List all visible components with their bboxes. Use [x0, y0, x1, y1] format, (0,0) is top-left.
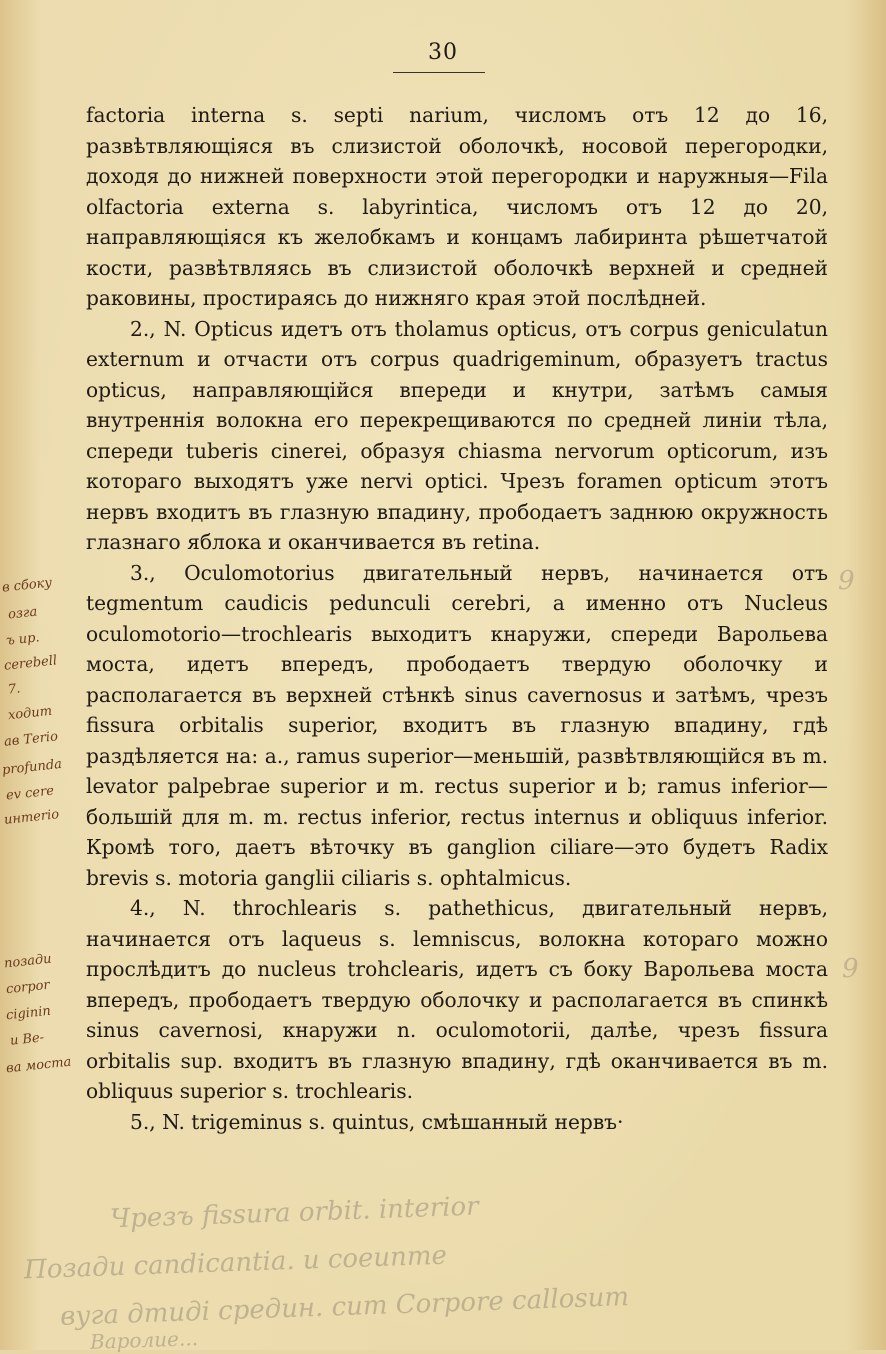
- pencil-mark: 9: [842, 954, 859, 984]
- margin-note: ev cere: [5, 783, 55, 804]
- margin-note: cerebell: [3, 653, 58, 674]
- pencil-mark: 9: [838, 566, 855, 596]
- page-number-rule: [393, 72, 485, 73]
- margin-note: и Ве-: [9, 1030, 45, 1049]
- margin-note: ходит: [7, 703, 53, 724]
- margin-note: озга: [7, 604, 38, 623]
- paragraph-5: 5., N. trigeminus s. quintus, смѣшанный нервъ·: [130, 1109, 624, 1134]
- body-text: [86, 100, 828, 1137]
- page-number: 30: [428, 40, 458, 65]
- pencil-note: вуга дтиді cредин. cит Corpore callosum: [59, 1282, 630, 1332]
- margin-note: ав Теrio: [3, 729, 59, 750]
- margin-note: profunda: [1, 756, 63, 779]
- pencil-note: Позади candicantia. и coeunme: [23, 1240, 448, 1286]
- pencil-note: Чрезъ fissura orbit. interior: [109, 1191, 480, 1235]
- paragraph-4: 4., N. throchlearis s. pathethicus, двигательный нервъ, начинается отъ laqueus s. lemniscus, волокна котораго можно прослѣдитъ до nucleus trohclearis, идетъ съ боку Варольева моста впередъ, прободаетъ твердую оболочку и располагается въ спинкѣ sinus cavernosi, кнаружи n. oculomotorii, далѣе, чрезъ fissura orbitalis sup. входитъ въ глазную впадину, гдѣ оканчивается въ m. obliquus superior s. trochlearis.: [86, 896, 828, 1103]
- margin-note: 7.: [7, 681, 22, 698]
- margin-note: интеrio: [3, 807, 60, 828]
- paragraph-3: 3., Oculomotorius двигательный нервъ, начинается отъ tegmentum caudicis pedunculi cerebri, а именно отъ Nucleus oculomotorio—trochlearis выходитъ кнаружи, спереди Варольева моста, идетъ впередъ, прободаетъ твердую оболочку и располагается въ верхней стѣнкѣ sinus cavernosus и затѣмъ, чрезъ fissura orbitalis superior, входитъ въ глазную впадину, гдѣ раздѣляется на: a., ramus superior—меньшій, развѣтвляющійся въ m. levator palpebrae superior и m. rectus superior и b; ramus inferior—большій для m. m. rectus inferior, rectus internus и obliquus inferior. Кромѣ того, даетъ вѣточку въ ganglion ciliare—это будетъ Radix brevis s. motoria ganglii ciliaris s. ophtalmicus.: [86, 560, 828, 890]
- pencil-note: Варолие...: [89, 1326, 199, 1354]
- paragraph-1: factoria interna s. septi narium, числомъ отъ 12 до 16, развѣтвляющіяся въ слизистой оболочкѣ, носовой перегородки, доходя до нижней поверхности этой перегородки и наружныя—Fila olfactoria externa s. labyrintica, числомъ отъ 12 до 20, направляющіяся къ желобкамъ и концамъ лабиринта рѣшетчатой кости, развѣтвляясь въ слизистой оболочкѣ верхней и средней раковины, простираясь до нижняго края этой послѣдней.: [86, 103, 828, 310]
- margin-note: в сбоку: [1, 575, 53, 596]
- margin-note: ва моста: [5, 1054, 73, 1077]
- margin-note: позади: [3, 951, 53, 972]
- margin-note: corpor: [5, 977, 51, 998]
- paragraph-2: 2., N. Opticus идетъ отъ tholamus opticus, отъ corpus geniculatun externum и отчасти отъ corpus quadrigeminum, образуетъ tractus opticus, направляющійся впереди и кнутри, затѣмъ самыя внутреннія волокна его перекрещиваются по средней линіи тѣла, спереди tuberis cinerei, образуя chiasma nervorum opticorum, изъ котораго выходятъ уже nervi optici. Чрезъ foramen opticum этотъ нервъ входитъ въ глазную впадину, прободаетъ заднюю окружность глазнаго яблока и оканчивается въ retina.: [86, 316, 828, 554]
- margin-note: ciginin: [5, 1003, 52, 1024]
- margin-note: ъ up.: [5, 630, 41, 649]
